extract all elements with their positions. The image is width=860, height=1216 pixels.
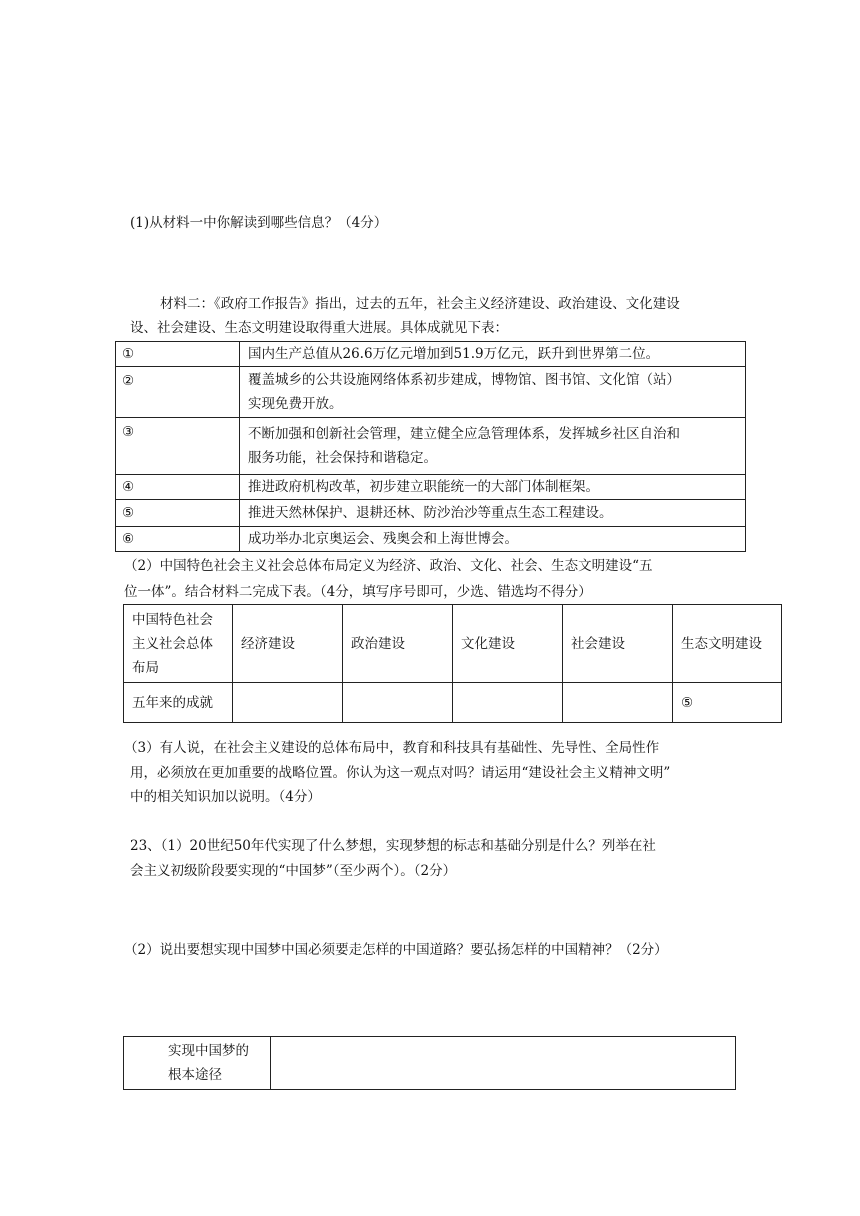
achievement-number: ⑤: [116, 500, 240, 527]
table-row: [124, 1037, 736, 1090]
achievement-number: ④: [116, 475, 240, 500]
path-label: [124, 1037, 271, 1090]
layout-table: [123, 604, 782, 723]
achievement-text-line: 实现免费开放。: [248, 396, 343, 412]
path-label-line: 根本途径: [168, 1067, 222, 1083]
question-23-line-1: 23、（1）20世纪50年代实现了什么梦想，实现梦想的标志和基础分别是什么？列举在社: [130, 838, 656, 854]
path-table: [123, 1036, 736, 1090]
question-3-line-2: 用，必须放在更加重要的战略位置。你认为这一观点对吗？请运用“建设社会主义精神文明”: [130, 765, 671, 781]
table-row: [116, 342, 746, 367]
path-answer-cell[interactable]: [271, 1037, 736, 1090]
table-row: [116, 418, 746, 475]
achievement-number: ①: [116, 342, 240, 367]
achievement-text-line: 服务功能，社会保持和谐稳定。: [248, 450, 437, 466]
column-header-cultural: 文化建设: [453, 605, 563, 683]
achievement-text-line: 不断加强和创新社会管理，建立健全应急管理体系，发挥城乡社区自治和: [248, 426, 680, 442]
column-header-political: 政治建设: [343, 605, 453, 683]
layout-header-label: [124, 605, 233, 683]
material-2-line-1: 材料二：《政府工作报告》指出，过去的五年，社会主义经济建设、政治建设、文化建设: [160, 296, 680, 312]
table-row: [124, 605, 782, 683]
achievement-number: ⑥: [116, 527, 240, 552]
path-label-line: 实现中国梦的: [168, 1043, 249, 1059]
answer-cell-ecological[interactable]: ⑤: [673, 683, 782, 723]
answer-cell-cultural[interactable]: [453, 683, 563, 723]
achievement-text: [240, 367, 746, 418]
column-header-social: 社会建设: [563, 605, 673, 683]
answer-cell-economic[interactable]: [233, 683, 343, 723]
question-3-line-3: 中的相关知识加以说明。（4分）: [130, 789, 321, 805]
achievements-table: [115, 341, 746, 552]
column-header-ecological: 生态文明建设: [673, 605, 782, 683]
material-2-line-2: 设、社会建设、生态文明建设取得重大进展。具体成就见下表：: [130, 320, 508, 336]
question-23-part-2: （2）说出要想实现中国梦中国必须要走怎样的中国道路？要弘扬怎样的中国精神？（2分）: [124, 942, 668, 958]
question-23-line-2: 会主义初级阶段要实现的“中国梦”（至少两个）。（2分）: [130, 863, 457, 879]
question-2-line-1: （2）中国特色社会主义社会总体布局定义为经济、政治、文化、社会、生态文明建设“五: [124, 558, 653, 574]
table-row: [124, 683, 782, 723]
achievement-number: ③: [116, 418, 240, 475]
question-3-line-1: （3）有人说，在社会主义建设的总体布局中，教育和科技具有基础性、先导性、全局性作: [124, 740, 660, 756]
table-row: [116, 500, 746, 527]
achievement-text: 推进政府机构改革，初步建立职能统一的大部门体制框架。: [240, 475, 746, 500]
column-header-economic: 经济建设: [233, 605, 343, 683]
question-1: (1)从材料一中你解读到哪些信息？（4分）: [130, 215, 388, 231]
achievement-number: ②: [116, 367, 240, 418]
row-label-achievements: 五年来的成就: [124, 683, 233, 723]
achievement-text: 推进天然林保护、退耕还林、防沙治沙等重点生态工程建设。: [240, 500, 746, 527]
header-label-line: 主义社会总体: [132, 635, 213, 652]
header-label-line: 布局: [132, 659, 159, 676]
achievement-text: 成功举办北京奥运会、残奥会和上海世博会。: [240, 527, 746, 552]
table-row: [116, 527, 746, 552]
answer-cell-political[interactable]: [343, 683, 453, 723]
header-label-line: 中国特色社会: [132, 611, 213, 628]
table-row: [116, 367, 746, 418]
achievement-text: 国内生产总值从26.6万亿元增加到51.9万亿元，跃升到世界第二位。: [240, 342, 746, 367]
achievement-text: [240, 418, 746, 475]
question-2-line-2: 位一体”。结合材料二完成下表。（4分，填写序号即可，少选、错选均不得分）: [124, 584, 592, 600]
achievement-text-line: 覆盖城乡的公共设施网络体系初步建成，博物馆、图书馆、文化馆（站）: [248, 372, 680, 388]
table-row: [116, 475, 746, 500]
answer-cell-social[interactable]: [563, 683, 673, 723]
